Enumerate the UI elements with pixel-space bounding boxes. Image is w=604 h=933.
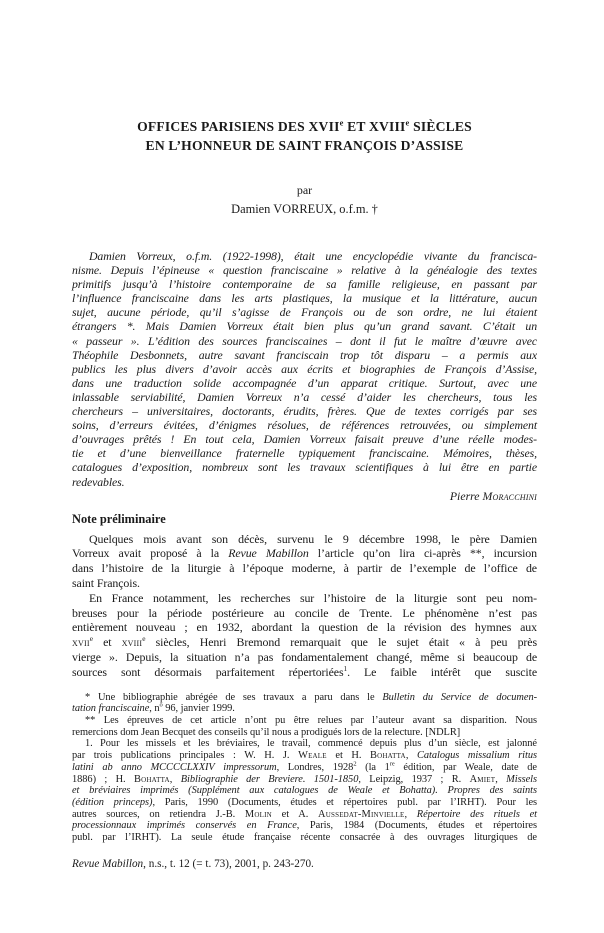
- signature-pierre-moracchini: [72, 489, 537, 503]
- styled-text: e: [339, 117, 344, 128]
- styled-text: (édition princeps): [72, 796, 153, 808]
- text: tie et d’une bienveillance fraternelle typiquement franciscaine. Mémoires, thèses,: [72, 446, 537, 461]
- text-line: [72, 263, 537, 277]
- text: ,: [405, 750, 417, 762]
- text-line: [72, 319, 537, 333]
- text: . Le faible intérêt que suscite: [347, 664, 538, 679]
- text: SIÈCLES: [409, 119, 472, 134]
- text: sujet, aucune période, qu’il s’agisse de François ou de son ordre, ne lui étaient: [72, 305, 537, 320]
- footnote-1: [72, 738, 537, 843]
- text-line: [72, 727, 537, 739]
- text: , Leipzig, 1937 ; R.: [358, 773, 470, 785]
- text-line: [72, 390, 537, 404]
- intro-biography: [72, 249, 537, 489]
- text-line: [72, 832, 537, 844]
- text-line: [72, 532, 537, 547]
- text: , Londres, 1928: [276, 761, 354, 773]
- text-line: [72, 738, 537, 750]
- text: par trois publications principales : W. H. J.: [72, 750, 299, 762]
- text: chercheurs – universitaires, doctorants, érudits, frères. Que de textes corrigés par ses: [72, 404, 537, 419]
- byline-author: Damien VORREUX, o.f.m. †: [231, 202, 378, 216]
- paragraph-2: [72, 591, 537, 680]
- text: publ. par l’IRHT). La seule étude française récente consacrée à des ouvrages liturgiques de: [72, 832, 537, 844]
- footnote-star: [72, 692, 537, 715]
- text: l’influence franciscaine dans les arts plastiques, la musique et la littérature, aucun: [72, 291, 537, 306]
- text: En France notamment, les recherches sur l’histoire de la liturgie sont peu nom-: [89, 590, 537, 605]
- text: ,: [169, 773, 181, 785]
- text-line: [72, 762, 537, 774]
- text: remercions dom Jean Becquet des conseils qu’il nous a prodigués lors de la relecture. [NDLR]: [72, 726, 461, 738]
- text-line: [72, 750, 537, 762]
- text-line: [72, 305, 537, 319]
- text: ,: [404, 808, 417, 820]
- text: publics les plus divers d’avoir accès aux écrits et biographies de François d’Assise,: [72, 361, 537, 376]
- styled-text: Aussedat-Minvielle: [318, 808, 405, 820]
- styled-text: Weale: [298, 750, 327, 762]
- text: soins, d’erreurs évitées, d’énigmes résolues, de références retrouvées, ou simplement: [72, 418, 537, 433]
- byline-par: par: [296, 183, 313, 197]
- section-heading-note-preliminaire: Note préliminaire: [72, 511, 166, 526]
- text: et: [92, 635, 122, 650]
- text-line: [72, 546, 537, 561]
- text: d’ouvrages prêtés ! En tout cela, Damien Vorreux faisait preuve d’une réelle modes-: [72, 432, 537, 447]
- text: Vorreux avait proposé à la: [72, 546, 229, 561]
- text: autres sources, on retiendra J.-B.: [72, 808, 245, 820]
- text: Damien Vorreux, o.f.m. (1922-1998), était une encyclopédie vivante du francisca-: [89, 249, 537, 263]
- styled-text: processionnaux imprimés conservés en France: [72, 820, 297, 832]
- text: EN L’HONNEUR DE SAINT FRANÇOIS D’ASSISE: [145, 137, 464, 153]
- styled-text: Catalogus missalium ritus: [416, 750, 537, 762]
- text: entièrement nouveau ; en 1932, abordant la question de la révision des hymnes aux: [72, 620, 537, 635]
- text: ET XVIII: [343, 119, 406, 134]
- text-line: [72, 460, 537, 474]
- text: , n: [149, 703, 160, 715]
- styled-text: tation franciscaine: [72, 703, 150, 715]
- text-line: [72, 362, 537, 376]
- text-line: [72, 620, 537, 635]
- text: catalogues d’exposition, nombreux sont les travaux scientifiques à lui être en partie: [72, 460, 537, 475]
- text-line: [72, 291, 537, 305]
- styled-text: xviii: [121, 635, 143, 650]
- styled-text: Moracchini: [482, 488, 537, 503]
- text-line: [72, 446, 537, 460]
- text-line: [72, 249, 537, 263]
- text: étrangers *. Mais Damien Vorreux était bien plus qu’un grand savant. C’était un: [72, 319, 537, 334]
- text-line: [72, 809, 537, 821]
- text-line: [72, 334, 537, 348]
- text-line: [72, 665, 537, 680]
- text: dans l’histoire de la liturgie à l’époque moderne, à partir de l’exemple de l’office de: [72, 561, 537, 576]
- text: inlassable serviabilité, Damien Vorreux n’a cessé d’aider les chercheurs, tous les: [72, 389, 537, 404]
- styled-text: xvii: [72, 635, 90, 650]
- text: primitifs jusqu’à l’histoire contemporaine de sa famille religieuse, en passant par: [72, 277, 537, 292]
- footnote-double-star: [72, 715, 537, 738]
- styled-text: e: [142, 634, 146, 644]
- styled-text: Missels: [506, 773, 537, 785]
- text: dans une traduction solide accompagnée d’un apparat critique. Surtout, avec une: [72, 375, 537, 390]
- text: « passeur ». L’édition des sources franciscaines – dont il fut le maître d’œuvre avec: [72, 333, 537, 348]
- styled-text: Revue Mabillon: [228, 546, 309, 561]
- text-line: [72, 489, 537, 503]
- text: et H.: [326, 750, 371, 762]
- text-line: [72, 591, 537, 606]
- styled-text: o: [159, 701, 163, 709]
- journal-citation: [72, 858, 314, 870]
- styled-text: Revue Mabillon: [72, 858, 144, 870]
- footnotes-block: [72, 692, 537, 844]
- text: , Paris, 1990 (Documents, études et répertoires publ. par l’IRHT). Pour les: [152, 796, 538, 808]
- text: ** Les épreuves de cet article n’ont pu être relues par l’auteur avant sa disparition. Nous: [85, 715, 537, 727]
- styled-text: Bohatta: [370, 750, 406, 762]
- text-line: [72, 475, 537, 489]
- text-line: [72, 785, 537, 797]
- text: OFFICES PARISIENS DES XVII: [137, 119, 340, 134]
- text: l’article qu’on lira ci-après **, incursion: [308, 546, 537, 561]
- text: (la 1: [356, 761, 390, 773]
- styled-text: Amiet: [469, 773, 496, 785]
- text-line: [72, 404, 537, 418]
- text: redevables.: [72, 474, 125, 489]
- text: ,: [495, 773, 507, 785]
- text-line: [72, 561, 537, 576]
- text: et A.: [271, 808, 319, 820]
- text: siècles, Henri Bremond remarquait que le sujet était « à peu près: [145, 635, 537, 650]
- text-line: [72, 715, 537, 727]
- text-line: [72, 432, 537, 446]
- text: saint François.: [72, 576, 140, 591]
- text-line: [72, 635, 537, 650]
- text: Pierre: [449, 488, 483, 503]
- text: Théophile Desbonnets, autre savant franciscain trop tôt disparu – a permis aux: [72, 347, 537, 362]
- styled-text: et bréviaires imprimés (Supplément aux catalogues de Weale et Bohatta). Propres des saints: [72, 785, 537, 797]
- styled-text: Bohatta: [133, 773, 170, 785]
- text: 96, janvier 1999.: [162, 703, 235, 715]
- text-line: [72, 118, 537, 137]
- styled-text: Molin: [244, 808, 272, 820]
- styled-text: e: [89, 634, 93, 644]
- styled-text: Bulletin du Service de documen-: [382, 691, 537, 703]
- text-line: [72, 376, 537, 390]
- text-line: [72, 348, 537, 362]
- text-line: [72, 576, 537, 591]
- text: * Une bibliographie abrégée de ses travaux a paru dans le: [85, 691, 383, 703]
- text-line: [72, 797, 537, 809]
- styled-text: e: [405, 117, 410, 128]
- text-line: [72, 703, 537, 715]
- text: breuses pour la période postérieure au concile de Trente. Le phénomène n’est pas: [72, 605, 537, 620]
- styled-text: Bibliographie der Breviere. 1501-1850: [180, 773, 359, 785]
- text-line: [72, 606, 537, 621]
- article-title: [72, 118, 537, 155]
- styled-text: 2: [353, 760, 357, 768]
- styled-text: re: [389, 760, 395, 768]
- text: vierge ». Depuis, la situation n’a pas fondamentalement changé, même si beaucoup de: [72, 650, 537, 665]
- text-line: [72, 820, 537, 832]
- text: Quelques mois avant son décès, survenu le 9 décembre 1998, le père Damien: [89, 531, 537, 546]
- styled-text: 1: [343, 663, 348, 673]
- styled-text: latini ab anno MCCCCLXXIV impressorum: [72, 761, 277, 773]
- page-content: [72, 0, 537, 844]
- text-line: [72, 858, 314, 870]
- text: 1886) ; H.: [72, 773, 134, 785]
- text-line: [72, 650, 537, 665]
- text: 1. Pour les missels et les bréviaires, le travail, commencé depuis plus d’un siècle, est jalonné: [85, 738, 537, 750]
- text: sources sont désormais parfaitement répertoriées: [72, 664, 344, 679]
- paragraph-1: [72, 532, 537, 591]
- text: édition, par Weale, date de: [394, 761, 537, 773]
- text-line: [72, 137, 537, 156]
- text: nisme. Depuis l’épineuse « question franciscaine » relative à la généalogie des textes: [72, 263, 537, 278]
- text-line: [72, 277, 537, 291]
- text-line: [72, 774, 537, 786]
- text-line: [72, 418, 537, 432]
- styled-text: Répertoire des rituels et: [416, 808, 537, 820]
- text-line: [72, 692, 537, 704]
- text: , Paris, 1984 (Documents, études et répertoires: [296, 820, 537, 832]
- text: , n.s., t. 12 (= t. 73), 2001, p. 243-270.: [143, 858, 314, 870]
